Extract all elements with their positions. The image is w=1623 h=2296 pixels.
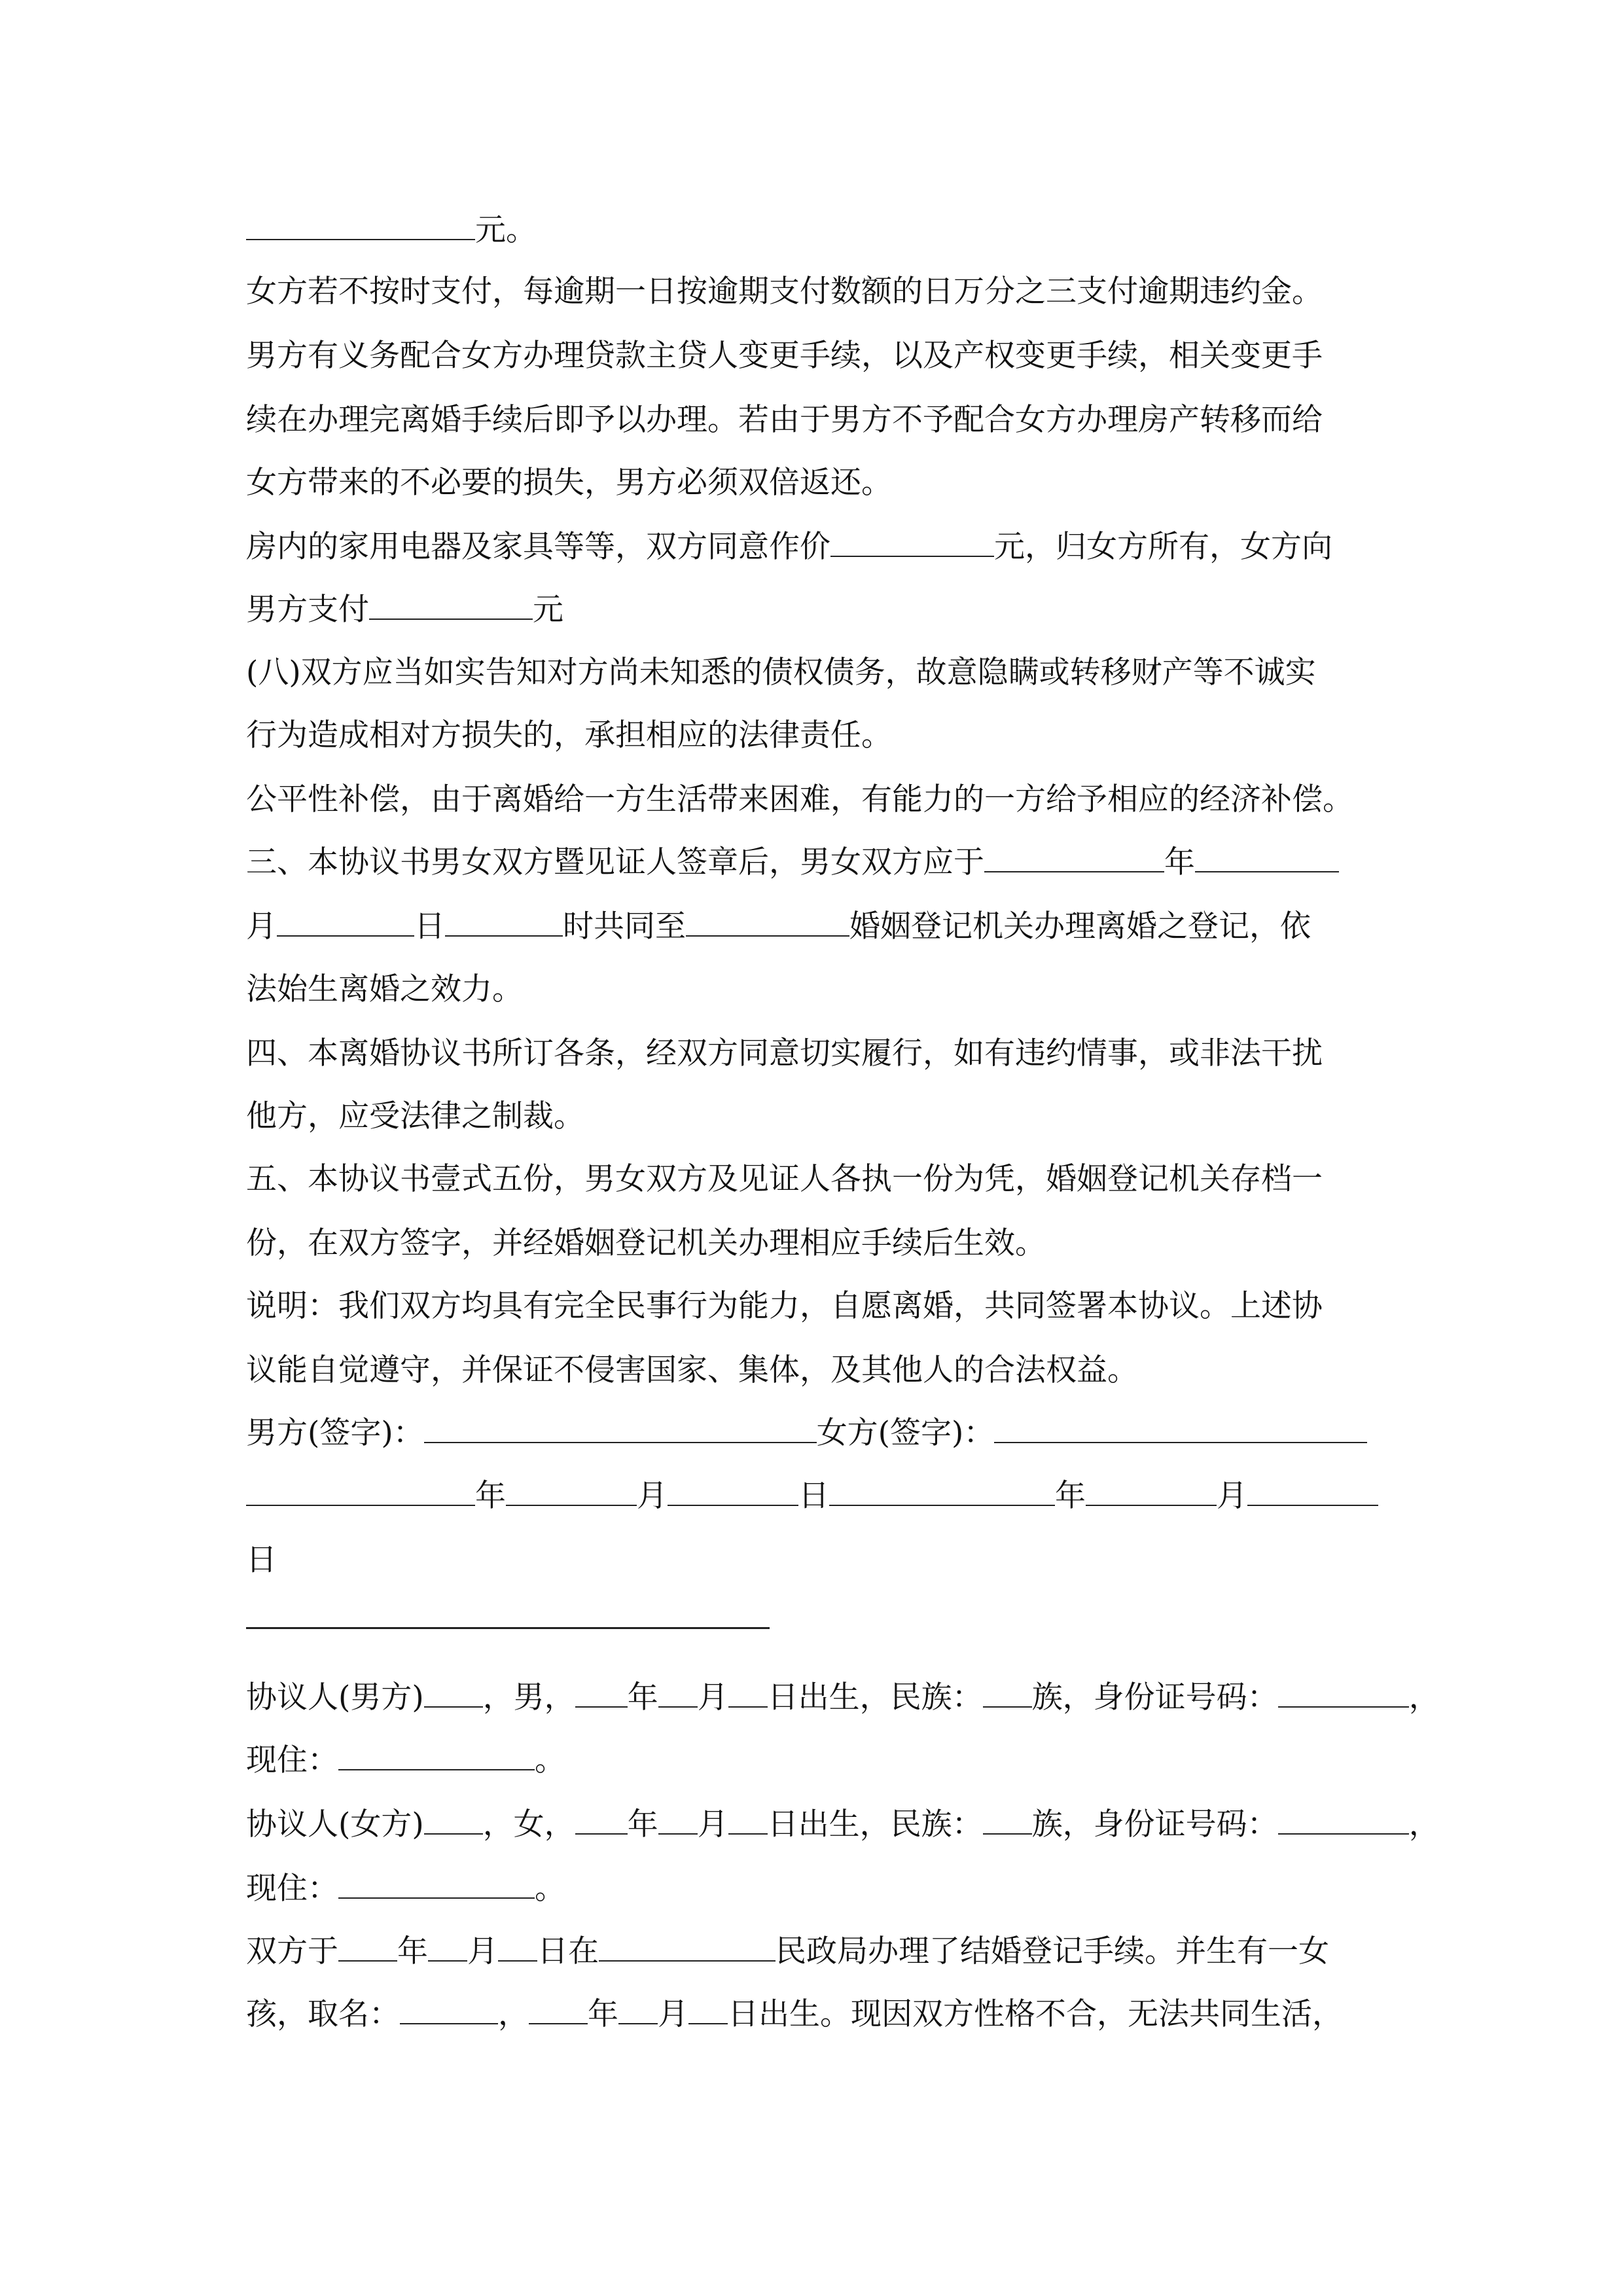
text-line: 份，在双方签字，并经婚姻登记机关办理相应手续后生效。 bbox=[246, 1225, 1046, 1261]
text-segment: 年 bbox=[627, 1679, 658, 1715]
id-number-blank bbox=[1278, 1680, 1409, 1708]
place-blank bbox=[686, 909, 849, 937]
text-segment: 年 bbox=[475, 1478, 506, 1514]
text-segment: 年 bbox=[588, 1996, 618, 2032]
month-blank bbox=[277, 909, 414, 937]
text-segment: 孩，取名： bbox=[246, 1996, 400, 2032]
text-segment: 日 bbox=[414, 908, 445, 944]
text-segment: 日 bbox=[798, 1478, 829, 1514]
text-segment: 日出生，民族： bbox=[767, 1806, 983, 1842]
text-line: 日 bbox=[246, 1542, 277, 1578]
text-segment: 月 bbox=[658, 1996, 688, 2032]
text-line bbox=[246, 1932, 1329, 1971]
text-segment: ， bbox=[1408, 1806, 1440, 1842]
price-blank bbox=[830, 529, 994, 557]
text-segment: 元，归女方所有，女方向 bbox=[994, 529, 1332, 565]
year-blank bbox=[575, 1680, 628, 1708]
text-segment: 年 bbox=[1055, 1478, 1086, 1514]
day-blank bbox=[498, 1934, 537, 1962]
text-segment: 月 bbox=[467, 1933, 498, 1969]
year-blank bbox=[575, 1807, 628, 1835]
year-blank bbox=[529, 1997, 588, 2024]
day-blank bbox=[1247, 1479, 1378, 1506]
section-divider bbox=[246, 1627, 770, 1629]
text-segment: 三、本协议书男女双方暨见证人签章后，男女双方应于 bbox=[246, 844, 984, 880]
signature-line bbox=[246, 1414, 1367, 1453]
address-blank bbox=[338, 1871, 535, 1899]
text-line bbox=[246, 1995, 1343, 2034]
text-line: 公平性补偿，由于离婚给一方生活带来困难，有能力的一方给予相应的经济补偿。 bbox=[246, 781, 1353, 817]
text-line: 女方若不按时支付，每逾期一日按逾期支付数额的日万分之三支付逾期违约金。 bbox=[246, 274, 1323, 310]
year-blank bbox=[829, 1479, 1055, 1506]
text-line: 五、本协议书壹式五份，男女双方及见证人各执一份为凭，婚姻登记机关存档一 bbox=[246, 1161, 1323, 1197]
fill-blank bbox=[246, 213, 475, 240]
date-line bbox=[246, 1477, 1378, 1516]
male-signature-label: 男方(签字)： bbox=[246, 1415, 424, 1451]
text-segment: ，女， bbox=[482, 1806, 575, 1842]
text-segment: 现住： bbox=[246, 1871, 338, 1907]
day-blank bbox=[668, 1479, 798, 1506]
text-segment: 族，身份证号码： bbox=[1031, 1679, 1278, 1715]
text-segment: ， bbox=[1408, 1679, 1440, 1715]
month-blank bbox=[658, 1680, 698, 1708]
text-segment: ，男， bbox=[482, 1679, 575, 1715]
text-segment: 日出生。现因双方性格不合，无法共同生活， bbox=[728, 1996, 1343, 2032]
text-segment: 男方支付 bbox=[246, 592, 369, 628]
name-blank bbox=[424, 1680, 483, 1708]
text-segment: 双方于 bbox=[246, 1933, 338, 1969]
day-blank bbox=[688, 1997, 728, 2024]
text-segment: ， bbox=[498, 1996, 529, 2032]
text-segment: 月 bbox=[1217, 1478, 1247, 1514]
day-blank bbox=[445, 909, 563, 937]
fill-blank bbox=[1195, 845, 1339, 872]
text-line bbox=[246, 843, 1339, 882]
text-line: 男方有义务配合女方办理贷款主贷人变更手续，以及产权变更手续，相关变更手 bbox=[246, 338, 1323, 374]
text-line bbox=[246, 528, 1332, 567]
text-segment: 年 bbox=[1164, 844, 1195, 880]
text-segment: 民政局办理了结婚登记手续。并生有一女 bbox=[776, 1933, 1329, 1969]
payment-blank bbox=[369, 592, 533, 620]
text-line bbox=[246, 211, 537, 250]
ethnicity-blank bbox=[983, 1807, 1032, 1835]
text-line: 他方，应受法律之制裁。 bbox=[246, 1098, 584, 1134]
text-segment: 协议人(女方) bbox=[246, 1806, 424, 1842]
text-segment: 日出生，民族： bbox=[767, 1679, 983, 1715]
text-segment: 房内的家用电器及家具等等，双方同意作价 bbox=[246, 529, 830, 565]
text-segment: 协议人(男方) bbox=[246, 1679, 424, 1715]
text-segment: 。 bbox=[535, 1742, 565, 1778]
text-segment: 族，身份证号码： bbox=[1031, 1806, 1278, 1842]
text-segment: 月 bbox=[697, 1806, 728, 1842]
text-line: 四、本离婚协议书所订各条，经双方同意切实履行，如有违约情事，或非法干扰 bbox=[246, 1035, 1323, 1071]
female-signature-label: 女方(签字)： bbox=[816, 1415, 995, 1451]
text-line: 法始生离婚之效力。 bbox=[246, 971, 523, 1007]
year-blank bbox=[984, 845, 1164, 872]
bureau-blank bbox=[599, 1934, 776, 1962]
text-segment: 月 bbox=[637, 1478, 668, 1514]
male-signature-blank bbox=[424, 1416, 817, 1443]
text-segment: 月 bbox=[246, 908, 277, 944]
text-line: 女方带来的不必要的损失，男方必须双倍返还。 bbox=[246, 465, 892, 501]
child-name-blank bbox=[400, 1997, 498, 2024]
text-line: 行为造成相对方损失的，承担相应的法律责任。 bbox=[246, 717, 892, 753]
text-segment: 。 bbox=[535, 1871, 565, 1907]
text-segment: 婚姻登记机关办理离婚之登记，依 bbox=[849, 908, 1311, 944]
text-line bbox=[246, 1678, 1440, 1717]
text-line bbox=[246, 1869, 565, 1909]
text-line bbox=[246, 590, 563, 630]
day-blank bbox=[728, 1807, 768, 1835]
text-line: 续在办理完离婚手续后即予以办理。若由于男方不予配合女方办理房产转移而给 bbox=[246, 402, 1323, 438]
month-blank bbox=[658, 1807, 698, 1835]
year-blank bbox=[338, 1934, 397, 1962]
year-blank bbox=[246, 1479, 475, 1506]
id-number-blank bbox=[1278, 1807, 1409, 1835]
text-line: 议能自觉遵守，并保证不侵害国家、集体，及其他人的合法权益。 bbox=[246, 1352, 1138, 1388]
text-segment: 现住： bbox=[246, 1742, 338, 1778]
text-segment: 年 bbox=[627, 1806, 658, 1842]
month-blank bbox=[506, 1479, 637, 1506]
text-line bbox=[246, 1805, 1440, 1844]
day-blank bbox=[728, 1680, 768, 1708]
text-segment: 元 bbox=[533, 592, 563, 628]
text-segment: 元。 bbox=[475, 212, 537, 248]
ethnicity-blank bbox=[983, 1680, 1032, 1708]
text-line: 说明：我们双方均具有完全民事行为能力，自愿离婚，共同签署本协议。上述协 bbox=[246, 1288, 1323, 1324]
female-signature-blank bbox=[994, 1416, 1367, 1443]
address-blank bbox=[338, 1743, 535, 1770]
text-line: (八)双方应当如实告知对方尚未知悉的债权债务，故意隐瞒或转移财产等不诚实 bbox=[246, 655, 1316, 691]
text-line bbox=[246, 907, 1311, 946]
text-segment: 年 bbox=[397, 1933, 428, 1969]
text-segment: 月 bbox=[697, 1679, 728, 1715]
month-blank bbox=[428, 1934, 467, 1962]
month-blank bbox=[1086, 1479, 1217, 1506]
month-blank bbox=[618, 1997, 658, 2024]
text-segment: 时共同至 bbox=[563, 908, 686, 944]
name-blank bbox=[424, 1807, 483, 1835]
text-line bbox=[246, 1741, 565, 1780]
text-segment: 日在 bbox=[537, 1933, 599, 1969]
